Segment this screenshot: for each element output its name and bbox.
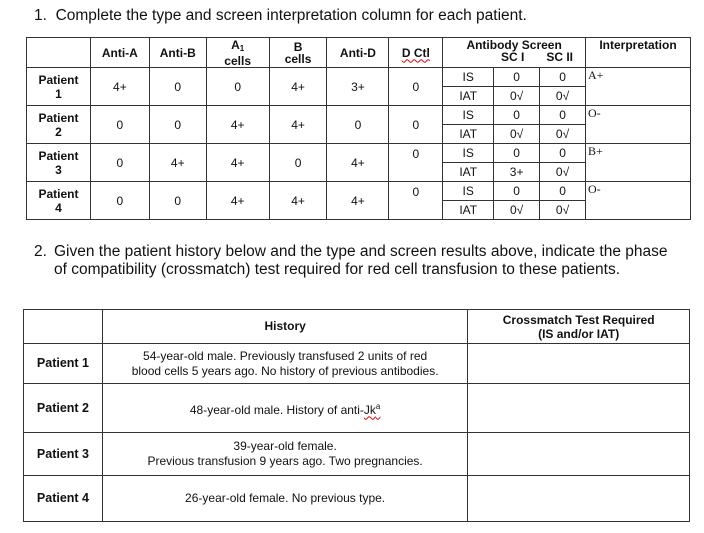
patient-4-iat-sc2: 0√ <box>540 201 586 220</box>
patient-3-anti-d: 4+ <box>327 144 389 182</box>
patient-1-anti-b: 0 <box>149 68 206 106</box>
question-2 <box>34 243 674 279</box>
b-letter: B <box>293 39 303 54</box>
table2-header-blank <box>24 310 103 344</box>
patient-4-is-sc1: 0 <box>494 182 540 201</box>
jk-text: Jk <box>363 402 376 417</box>
patient-1-label: Patient 1 <box>24 344 103 384</box>
patient-4-interpretation[interactable]: O- <box>586 182 691 220</box>
table2-row-2 <box>24 384 690 433</box>
patient-4-label-word: Patient <box>38 186 79 201</box>
patient-4-b-cells: 4+ <box>269 182 327 220</box>
patient-2-anti-d: 0 <box>327 106 389 144</box>
patient-2-interpretation[interactable]: O- <box>586 106 691 144</box>
patient-2-crossmatch-answer[interactable] <box>468 384 690 433</box>
patient-2-anti-b: 0 <box>149 106 206 144</box>
table2-row-4 <box>24 476 690 522</box>
patient-3-label: Patient 3 <box>24 433 103 476</box>
table2-header-row <box>24 310 690 344</box>
header-anti-d: Anti-D <box>327 38 389 68</box>
patient-4-a1-cells: 4+ <box>206 182 269 220</box>
patient-4-anti-a: 0 <box>90 182 149 220</box>
patient-4-history: 26-year-old female. No previous type. <box>102 476 467 522</box>
patient-3-history-line1: 39-year-old female. <box>233 439 337 453</box>
patient-4-d-ctl: 0 <box>389 182 443 220</box>
patient-3-d-ctl: 0 <box>389 144 443 182</box>
patient-3-is-row <box>27 144 691 163</box>
patient-1-iat-sc1: 0√ <box>494 87 540 106</box>
patient-2-is-label: IS <box>443 106 494 125</box>
antibody-screen-title: Antibody Screen <box>466 38 562 52</box>
crossmatch-table <box>23 309 690 522</box>
patient-1-d-ctl: 0 <box>389 68 443 106</box>
patient-3-history-line2: Previous transfusion 9 years ago. Two pregnancies. <box>147 454 423 468</box>
patient-1-iat-sc2: 0√ <box>540 87 586 106</box>
patient-3-iat-sc2: 0√ <box>540 163 586 182</box>
patient-2-b-cells: 4+ <box>269 106 327 144</box>
patient-1-is-sc2: 0 <box>540 68 586 87</box>
patient-3-label <box>27 144 91 182</box>
type-and-screen-table <box>26 37 691 220</box>
jk-superscript: a <box>375 401 381 411</box>
patient-2-iat-label: IAT <box>443 125 494 144</box>
patient-3-label-number: 3 <box>55 162 62 177</box>
patient-2-label-number: 2 <box>55 124 62 139</box>
patient-4-anti-d: 4+ <box>327 182 389 220</box>
header-crossmatch <box>468 310 690 344</box>
header-anti-b: Anti-B <box>149 38 206 68</box>
patient-1-anti-a: 4+ <box>90 68 149 106</box>
patient-3-b-cells: 0 <box>269 144 327 182</box>
header-blank <box>27 38 91 68</box>
patient-3-a1-cells: 4+ <box>206 144 269 182</box>
patient-4-is-label: IS <box>443 182 494 201</box>
patient-2-label-word: Patient <box>38 110 79 125</box>
patient-2-iat-sc2: 0√ <box>540 125 586 144</box>
d-ctl-text: D Ctl <box>401 45 430 60</box>
patient-1-iat-label: IAT <box>443 87 494 106</box>
a1-subscript: 1 <box>239 43 245 53</box>
header-a1-cells <box>206 38 269 68</box>
crossmatch-header-line1: Crossmatch Test Required <box>502 312 655 327</box>
header-d-ctl <box>389 38 443 68</box>
patient-1-label-word: Patient <box>38 72 79 87</box>
question-1-number: 1. <box>34 7 47 24</box>
patient-3-history <box>102 433 467 476</box>
patient-3-crossmatch-answer[interactable] <box>468 433 690 476</box>
b-cells-word: cells <box>284 51 312 66</box>
patient-2-a1-cells: 4+ <box>206 106 269 144</box>
patient-2-label <box>27 106 91 144</box>
patient-1-a1-cells: 0 <box>206 68 269 106</box>
patient-1-history-line2: blood cells 5 years ago. No history of previous antibodies. <box>131 363 439 378</box>
patient-2-anti-a: 0 <box>90 106 149 144</box>
patient-3-anti-b: 4+ <box>149 144 206 182</box>
question-1 <box>34 7 527 25</box>
question-2-number: 2. <box>34 243 47 260</box>
header-sc1: SC I <box>500 50 525 64</box>
table2-row-1 <box>24 344 690 384</box>
patient-4-label-number: 4 <box>55 200 62 215</box>
patient-1-is-label: IS <box>443 68 494 87</box>
header-sc2: SC II <box>546 50 573 64</box>
patient-3-is-sc1: 0 <box>494 144 540 163</box>
header-antibody-screen <box>443 38 586 68</box>
patient-2-d-ctl: 0 <box>389 106 443 144</box>
patient-4-anti-b: 0 <box>149 182 206 220</box>
patient-1-crossmatch-answer[interactable] <box>468 344 690 384</box>
header-history: History <box>102 310 467 344</box>
patient-3-anti-a: 0 <box>90 144 149 182</box>
header-anti-a: Anti-A <box>90 38 149 68</box>
patient-4-is-row <box>27 182 691 201</box>
patient-4-iat-label: IAT <box>443 201 494 220</box>
a1-cells-word: cells <box>224 53 251 68</box>
patient-2-history <box>102 384 467 433</box>
patient-2-history-jk <box>364 403 380 417</box>
patient-1-anti-d: 3+ <box>327 68 389 106</box>
crossmatch-header-line2: (IS and/or IAT) <box>538 326 620 341</box>
patient-1-b-cells: 4+ <box>269 68 327 106</box>
patient-4-iat-sc1: 0√ <box>494 201 540 220</box>
patient-3-is-sc2: 0 <box>540 144 586 163</box>
patient-1-label-number: 1 <box>55 86 62 101</box>
a1-letter: A <box>231 37 240 52</box>
patient-3-label-word: Patient <box>38 148 79 163</box>
patient-1-history <box>102 344 467 384</box>
patient-4-label <box>27 182 91 220</box>
patient-1-history-line1: 54-year-old male. Previously transfused 2 units of red <box>143 348 428 363</box>
header-b-cells <box>269 38 327 68</box>
patient-1-label <box>27 68 91 106</box>
patient-3-iat-label: IAT <box>443 163 494 182</box>
header-interpretation: Interpretation <box>586 38 691 68</box>
table1-header-row <box>27 38 691 68</box>
patient-4-crossmatch-answer[interactable] <box>468 476 690 522</box>
patient-2-is-sc1: 0 <box>494 106 540 125</box>
patient-4-label: Patient 4 <box>24 476 103 522</box>
patient-3-iat-sc1: 3+ <box>494 163 540 182</box>
question-2-text: Given the patient history below and the type and screen results above, indicate the phase of compatibility (crossmatch) test required for red cell transfusion to these patients. <box>54 243 668 278</box>
patient-2-label: Patient 2 <box>24 384 103 433</box>
patient-3-interpretation[interactable]: B+ <box>586 144 691 182</box>
patient-1-is-sc1: 0 <box>494 68 540 87</box>
patient-2-is-row <box>27 106 691 125</box>
patient-2-iat-sc1: 0√ <box>494 125 540 144</box>
table2-row-3 <box>24 433 690 476</box>
patient-2-history-text: 48-year-old male. History of anti- <box>189 402 364 417</box>
patient-2-is-sc2: 0 <box>540 106 586 125</box>
patient-4-is-sc2: 0 <box>540 182 586 201</box>
patient-3-is-label: IS <box>443 144 494 163</box>
question-1-text: Complete the type and screen interpretation column for each patient. <box>55 7 527 24</box>
patient-1-is-row <box>27 68 691 87</box>
patient-1-interpretation[interactable]: A+ <box>586 68 691 106</box>
